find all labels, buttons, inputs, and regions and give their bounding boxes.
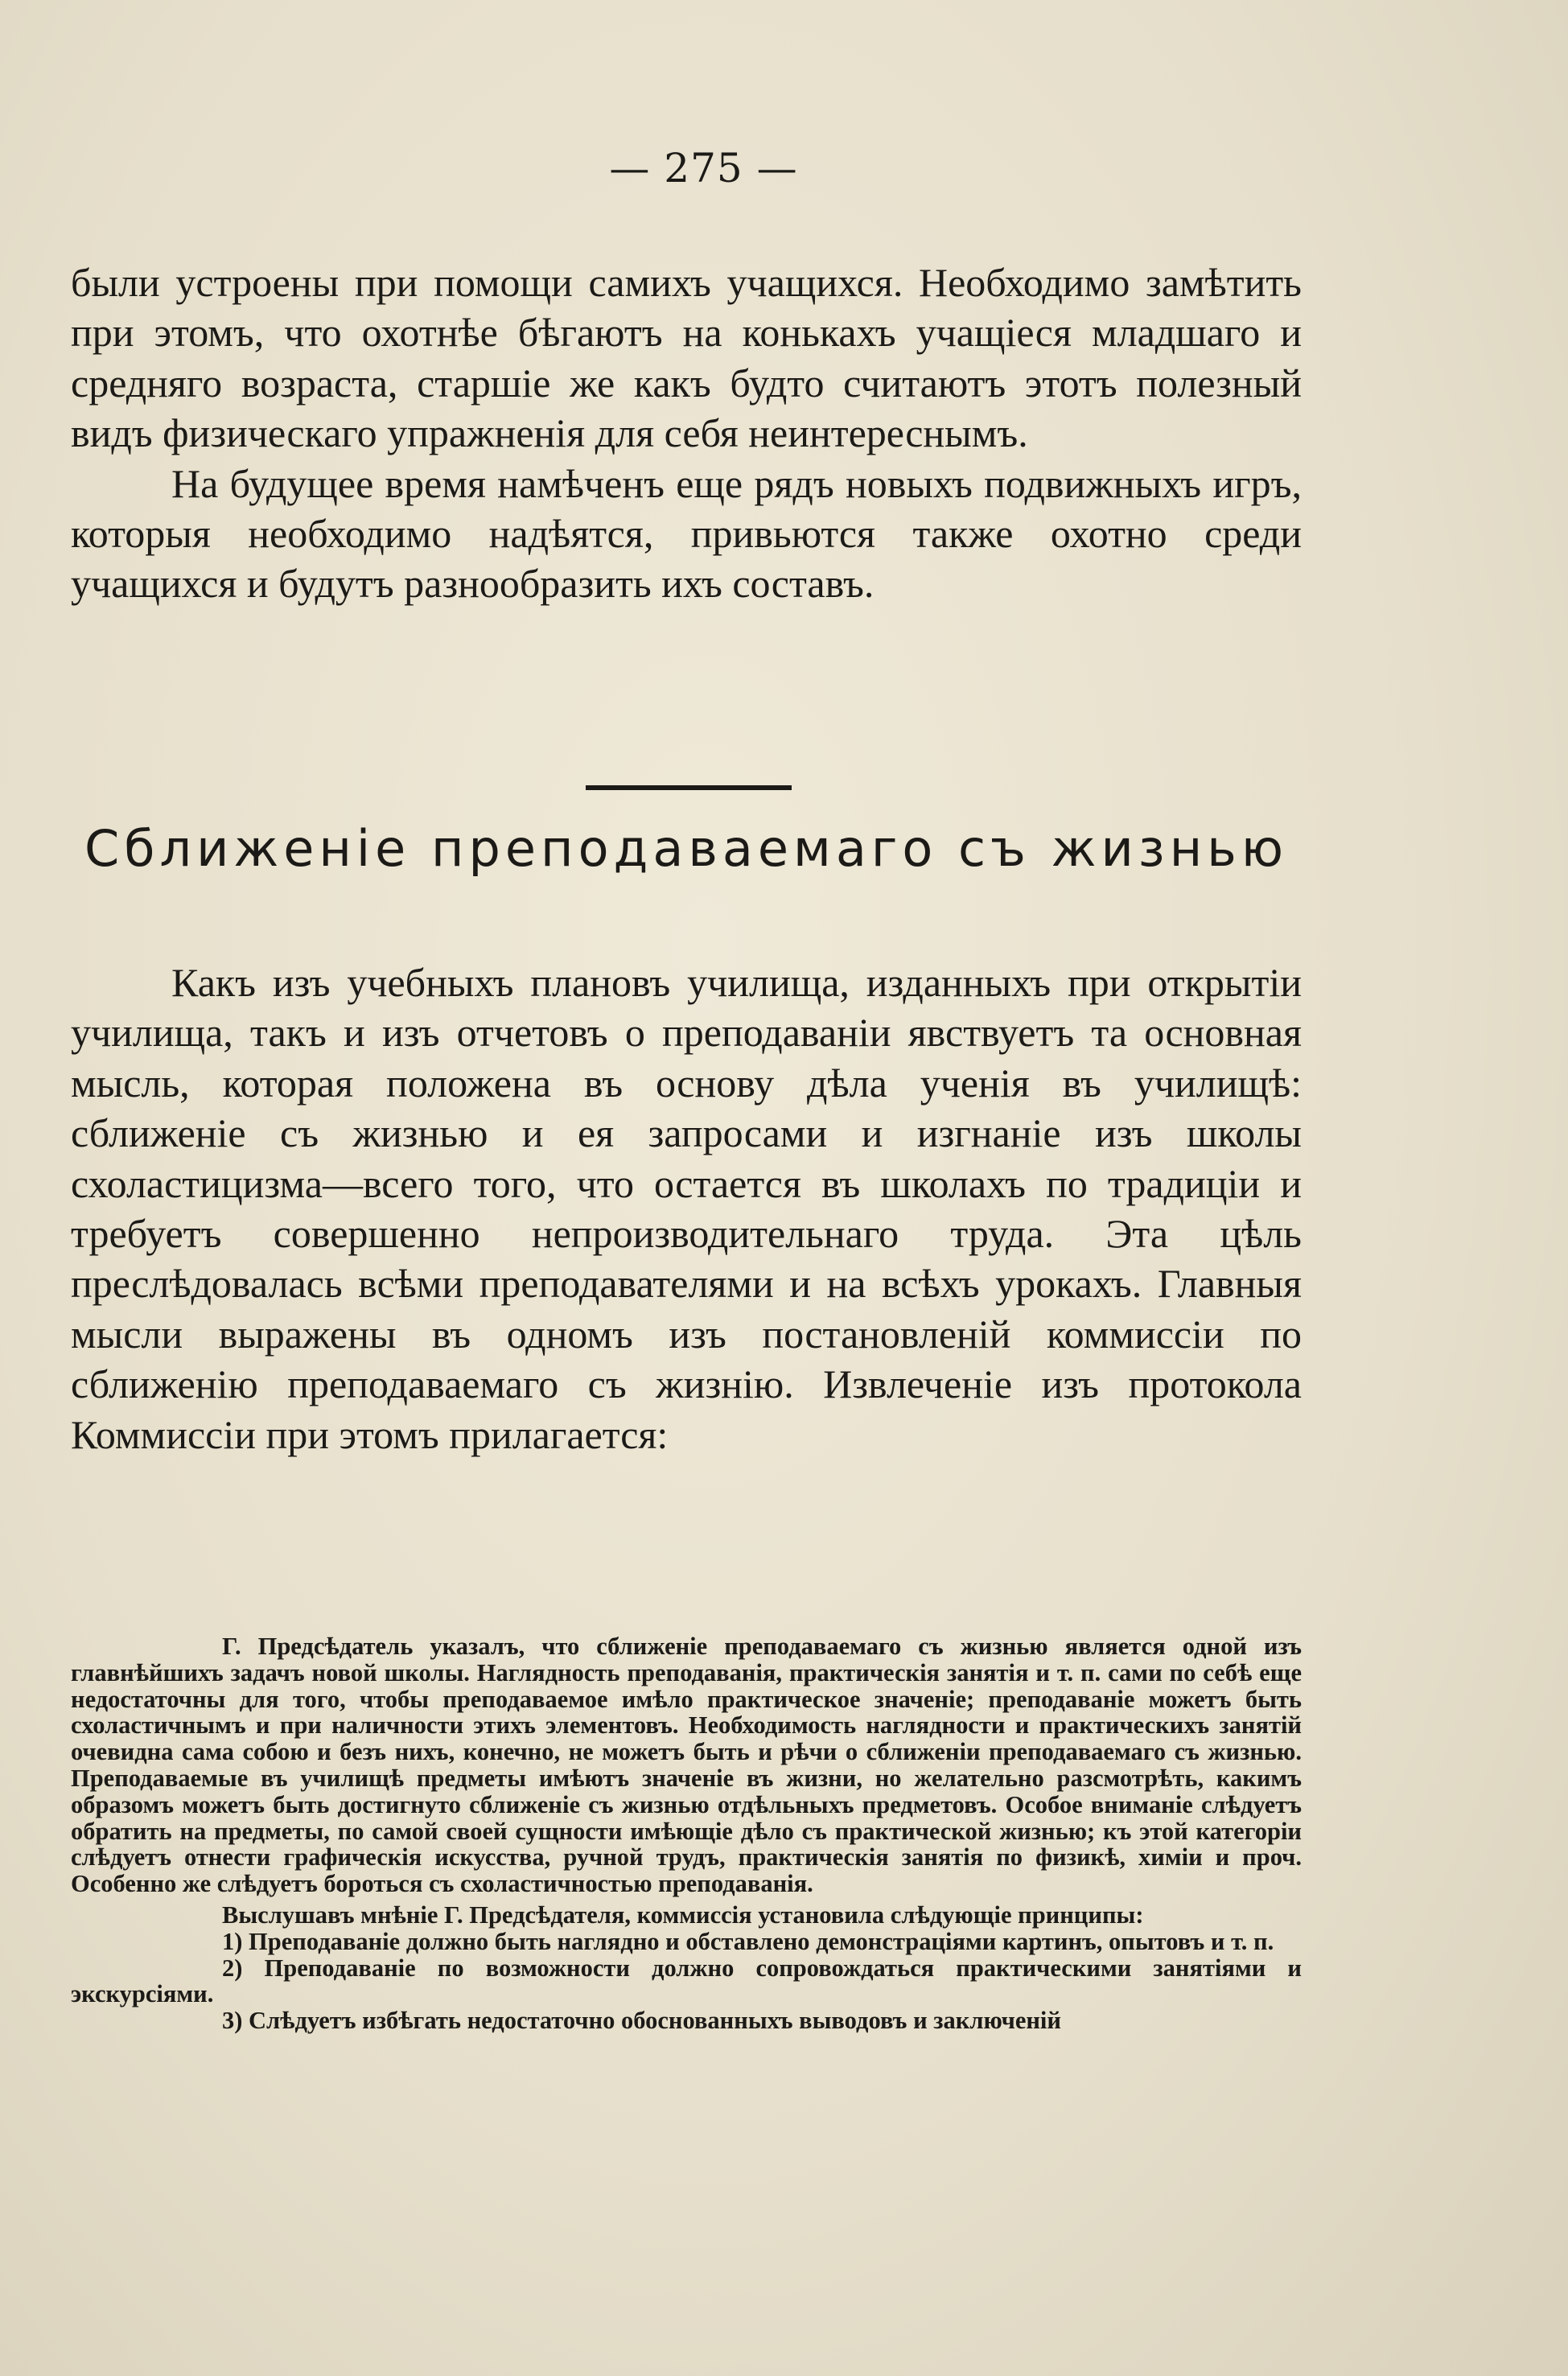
main-text-block — [71, 957, 1302, 1460]
extract-principle-1: 1) Преподаваніе должно быть наглядно и обставлено демонстраціями картинъ, опытовъ и т. п. — [222, 1927, 1274, 1955]
extract-principle-3: 3) Слѣдуетъ избѣгать недостаточно обоснованныхъ выводовъ и заключеній — [222, 2007, 1061, 2035]
section-divider — [586, 785, 792, 790]
extract-principles-intro: Выслушавъ мнѣніе Г. Предсѣдателя, коммиссія установила слѣдующіе принципы: — [222, 1900, 1144, 1929]
page-number: — 275 — — [609, 145, 798, 191]
paragraph-skating: были устроены при помощи самихъ учащихся. Необходимо замѣтить при этомъ, что охотнѣе бѣгаютъ на конькахъ учащіеся младшаго и средняго возраста, старшіе же какъ будто считаютъ этотъ полезный видъ физическаго упражненія для себя неинтереснымъ. — [71, 260, 1302, 456]
extract-chairman-remarks: Г. Предсѣдатель указалъ, что сближеніе преподаваемаго съ жизнью является одной изъ главнѣйшихъ задачъ новой школы. Наглядность преподаванія, практическія занятія и т. п. сами по себѣ еще недостаточны для того, чтобы преподаваемое имѣло практическое значеніе; преподаваніе можетъ быть схоластичнымъ и при наличности этихъ элементовъ. Необходимость наглядности и практическихъ занятій очевидна сама собою и безъ нихъ, конечно, не можетъ быть и рѣчи о сближеніи преподаваемаго съ жизнью. Преподаваемые въ училищѣ предметы имѣютъ значеніе въ жизни, но желательно разсмотрѣть, какимъ образомъ можетъ быть достигнуто сближеніе съ жизнью отдѣльныхъ предметовъ. Особое вниманіе слѣдуетъ обратить на предметы, по самой своей сущности имѣющіе дѣло съ практической жизнью; къ этой категоріи слѣдуетъ отнести графическія искусства, ручной трудъ, практическія занятія по физикѣ, химіи и проч. Особенно же слѣдуетъ бороться съ схоластичностью преподаванія. — [71, 1633, 1302, 1898]
paragraph-games: На будущее время намѣченъ еще рядъ новыхъ подвижныхъ игръ, которыя необходимо надѣятся, привьются также охотно среди учащихся и будутъ разнообразить ихъ составъ. — [71, 460, 1302, 607]
protocol-extract — [71, 1633, 1302, 2034]
paragraph-main: Какъ изъ учебныхъ плановъ училища, изданныхъ при открытіи училища, такъ и изъ отчетовъ о преподаваніи явствуетъ та основная мысль, которая положена въ основу дѣла ученія въ училищѣ: сближеніе съ жизнью и ея запросами и изгнаніе изъ школы схоластицизма—всего того, что остается въ школахъ по традиціи и требуетъ совершенно непроизводительнаго труда. Эта цѣль преслѣдовалась всѣми преподавателями и на всѣхъ урокахъ. Главныя мысли выражены въ одномъ изъ постановленій коммиссіи по сближенію преподаваемаго съ жизнію. Извлеченіе изъ протокола Коммиссіи при этомъ прилагается: — [71, 960, 1302, 1457]
extract-principle-2: 2) Преподаваніе по возможности должно сопровождаться практическими занятіями и экскурсіями. — [71, 1954, 1302, 2008]
top-text-block — [71, 257, 1302, 609]
section-heading: Сближеніе преподаваемаго съ жизнью — [84, 819, 1289, 878]
